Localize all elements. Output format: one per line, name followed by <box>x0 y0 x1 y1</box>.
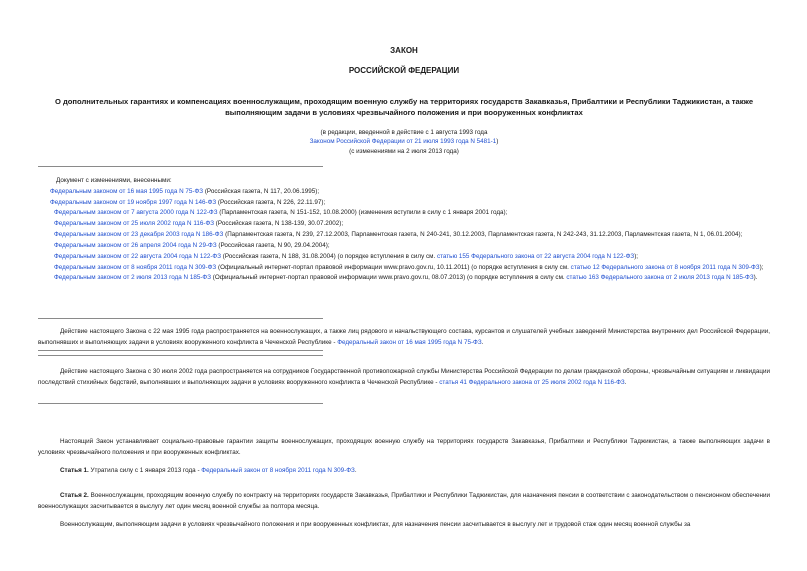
change-item <box>38 219 770 230</box>
article-1-text: Утратила силу с 1 января 2013 года - <box>88 467 202 474</box>
change-item <box>38 187 770 198</box>
changes-list <box>38 176 770 284</box>
article-2-label: Статья 2. <box>60 492 89 499</box>
divider <box>38 350 323 351</box>
change-item <box>38 241 770 252</box>
article-1-label: Статья 1. <box>60 467 89 474</box>
changes-heading: Документ с изменениями, внесенными: <box>56 177 172 184</box>
change-text: (Российская газета, N 117, 20.06.1995); <box>203 187 320 195</box>
redaction-line-2-end: ) <box>496 138 499 146</box>
note-2-text: Действие настоящего Закона с 30 июля 2002 года распространяется на сотрудников Государственной противопожарной службы Министерства Российской Федерации по делам гражданской обороны, чрезвычайным ситуациям и ликвидации последствий стихийных бедствий, выполнявших и выполняющих задачи в условиях вооруженного конфликта в Чеченской Республике - <box>38 368 770 387</box>
change-link[interactable]: Федеральным законом от 19 ноября 1997 года N 146-ФЗ <box>50 198 217 206</box>
article-1-end: . <box>354 467 357 474</box>
change-link[interactable]: Федеральным законом от 26 апреля 2004 года N 29-ФЗ <box>54 241 217 249</box>
note-1-end: . <box>481 339 484 347</box>
change-text: (Российская газета, N 188, 31.08.2004) (о порядке вступления в силу см. <box>221 252 437 260</box>
redaction-law-link[interactable]: Законом Российской Федерации от 21 июля 1993 года N 5481-1 <box>309 138 497 146</box>
change-item <box>38 252 770 263</box>
change-text: (Российская газета, N 90, 29.04.2004); <box>216 241 330 249</box>
change-item <box>38 208 770 219</box>
article-1 <box>38 467 770 476</box>
intro-paragraph: Настоящий Закон устанавливает социально-правовые гарантии защиты военнослужащих, проходящих военную службу на территориях государств Закавказья, Прибалтики и Республики Таджикистан, а также выполняющих задачи в условиях чрезвычайного положения и при вооруженных конфликтах. <box>38 438 770 457</box>
change-item <box>38 230 770 241</box>
change-text: (Официальный интернет-портал правовой информации www.pravo.gov.ru, 08.07.2013) (о порядке вступления в силу см. <box>211 274 567 282</box>
note-2 <box>38 366 770 388</box>
note-2-end: . <box>624 379 627 387</box>
article-2 <box>38 490 770 512</box>
change-text: (Парламентская газета, N 151-152, 10.08.2000) (изменения вступили в силу с 1 января 2001 года); <box>217 209 508 217</box>
article-1-link[interactable]: Федеральный закон от 8 ноября 2011 года N 309-ФЗ <box>201 467 355 474</box>
change-link[interactable]: Федеральным законом от 16 мая 1995 года N 75-ФЗ <box>50 187 204 195</box>
change-text-2: ). <box>753 274 758 282</box>
change-text: (Официальный интернет-портал правовой информации www.pravo.gov.ru, 10.11.2011) (о порядке вступления в силу см. <box>216 263 571 271</box>
paragraph-3: Военнослужащим, выполняющим задачи в условиях чрезвычайного положения и при вооруженных конфликтах, для назначения пенсии засчитывается в выслугу лет и трудовой стаж один месяц военной службы за <box>60 521 691 528</box>
change-item <box>38 263 770 274</box>
redaction-info <box>38 128 770 156</box>
redaction-line-2 <box>38 137 770 146</box>
change-text-2: ); <box>634 252 639 260</box>
change-link[interactable]: Федеральным законом от 25 июля 2002 года N 116-ФЗ <box>54 220 215 228</box>
note-1 <box>38 326 770 348</box>
country-title: РОССИЙСКОЙ ФЕДЕРАЦИИ <box>348 66 460 75</box>
change-link[interactable]: Федеральным законом от 8 ноября 2011 года N 309-ФЗ <box>54 263 217 271</box>
change-link-2[interactable]: статью 155 Федерального закона от 22 августа 2004 года N 122-ФЗ <box>436 252 635 260</box>
redaction-line-3: (с изменениями на 2 июля 2013 года) <box>349 147 459 155</box>
change-text: (Парламентская газета, N 239, 27.12.2003, Парламентская газета, N 240-241, 30.12.2003, Парламентская газета, N 242-243, 31.12.2003, Парламентская газета, N 1, 06.01.2004); <box>223 231 743 239</box>
change-link[interactable]: Федеральным законом от 7 августа 2000 года N 122-ФЗ <box>54 209 218 217</box>
law-title: ЗАКОН <box>390 46 418 55</box>
change-text-2: ); <box>759 263 764 271</box>
change-link[interactable]: Федеральным законом от 22 августа 2004 года N 122-ФЗ <box>54 252 222 260</box>
note-2-link[interactable]: статья 41 Федерального закона от 25 июля 2002 года N 116-ФЗ <box>439 379 625 387</box>
article-2-text: Военнослужащим, проходящим военную службу по контракту на территориях государств Закавказья, Прибалтики и Республики Таджикистан, для назначения пенсии в соответствии с законодательством о пенсионном обеспечении военнослужащих засчитывается в выслугу лет один месяц военной службы за полтора месяца. <box>38 492 770 511</box>
note-1-text: Действие настоящего Закона с 22 мая 1995 года распространяется на военнослужащих, а также лиц рядового и начальствующего состава, курсантов и слушателей учебных заведений Министерства внутренних дел Российской Федерации, выполнявших и выполняющих задачи в условиях вооруженного конфликта в Чеченской Республике - <box>38 328 770 347</box>
law-subtitle: О дополнительных гарантиях и компенсациях военнослужащим, проходящим военную службу на территориях государств Закавказья, Прибалтики и Республики Таджикистан, а также выполняющим задачи в условиях чрезвычайного положения и при вооруженных конфликтах <box>54 97 754 117</box>
change-link[interactable]: Федеральным законом от 23 декабря 2003 года N 186-ФЗ <box>54 231 224 239</box>
change-link-2[interactable]: статью 12 Федерального закона от 8 ноября 2011 года N 309-ФЗ <box>570 263 760 271</box>
divider <box>38 166 323 167</box>
divider <box>38 403 323 404</box>
change-link-2[interactable]: статью 163 Федерального закона от 2 июля 2013 года N 185-ФЗ <box>566 274 754 282</box>
divider <box>38 355 323 356</box>
change-text: (Российская газета, N 138-139, 30.07.2002); <box>214 220 344 228</box>
change-item <box>38 198 770 209</box>
note-1-link[interactable]: Федеральный закон от 16 мая 1995 года N 75-ФЗ <box>337 339 482 347</box>
divider <box>38 318 323 319</box>
change-text: (Российская газета, N 226, 22.11.97); <box>216 198 326 206</box>
change-item <box>38 273 770 284</box>
change-link[interactable]: Федеральным законом от 2 июля 2013 года N 185-ФЗ <box>54 274 212 282</box>
redaction-line-1: (в редакции, введенной в действие с 1 августа 1993 года <box>320 129 488 136</box>
